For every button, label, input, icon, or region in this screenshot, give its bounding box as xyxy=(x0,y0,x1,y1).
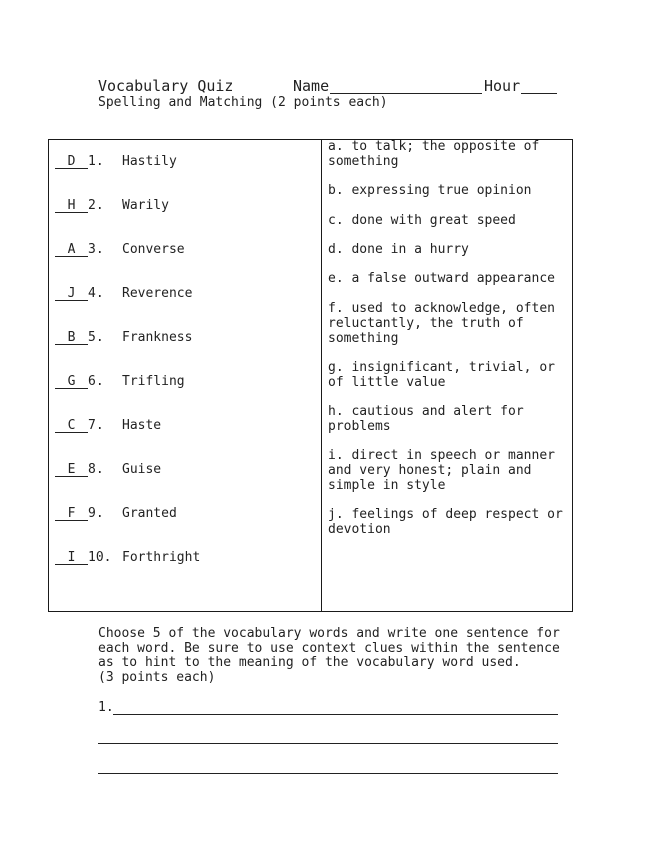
name-blank[interactable] xyxy=(330,93,482,94)
answer-blank[interactable]: H xyxy=(55,199,88,213)
term-word: Trifling xyxy=(122,374,185,389)
definition-a: a. to talk; the opposite of something xyxy=(328,139,540,169)
term-word: Guise xyxy=(122,462,162,477)
sentence-instructions xyxy=(98,627,568,686)
answer-blank[interactable]: I xyxy=(55,551,88,565)
answer-line-1[interactable] xyxy=(113,714,558,715)
answer-blank[interactable]: E xyxy=(55,463,88,477)
term-number: 8. xyxy=(88,462,104,477)
term-number: 2. xyxy=(88,198,104,213)
answer-blank[interactable]: D xyxy=(55,155,88,169)
term-word: Granted xyxy=(122,506,177,521)
term-row xyxy=(55,374,185,389)
instructions-text: Choose 5 of the vocabulary words and write one sentence for each word. Be sure to use context clues within the sentence as to hint to the meaning of the vocabulary word used. xyxy=(98,626,560,671)
answer-line-3[interactable] xyxy=(98,773,558,774)
term-number: 4. xyxy=(88,286,104,301)
term-word: Forthright xyxy=(122,550,201,565)
matching-table xyxy=(48,139,573,612)
answer-blank[interactable]: G xyxy=(55,375,88,389)
term-row xyxy=(55,462,161,477)
term-word: Converse xyxy=(122,242,185,257)
answer-line-1-label: 1. xyxy=(98,700,114,715)
definition-i: i. direct in speech or manner and very honest; plain and simple in style xyxy=(328,448,555,493)
term-word: Frankness xyxy=(122,330,193,345)
term-row xyxy=(55,198,169,213)
term-number: 6. xyxy=(88,374,104,389)
term-row xyxy=(55,418,161,433)
answer-blank[interactable]: A xyxy=(55,243,88,257)
answer-line-2[interactable] xyxy=(98,743,558,744)
definition-j: j. feelings of deep respect or devotion xyxy=(328,507,563,537)
definition-h: h. cautious and alert for problems xyxy=(328,404,524,434)
definition-b: b. expressing true opinion xyxy=(328,183,532,198)
definition-d: d. done in a hurry xyxy=(328,242,469,257)
term-row xyxy=(55,506,177,521)
term-number: 1. xyxy=(88,154,104,169)
term-word: Hastily xyxy=(122,154,177,169)
definition-g: g. insignificant, trivial, or of little value xyxy=(328,360,555,390)
definition-f: f. used to acknowledge, often reluctantly, the truth of something xyxy=(328,301,555,346)
hour-label: Hour xyxy=(484,77,521,95)
term-row xyxy=(55,154,177,169)
term-word: Warily xyxy=(122,198,169,213)
term-number: 5. xyxy=(88,330,104,345)
answer-blank[interactable]: F xyxy=(55,507,88,521)
quiz-subtitle: Spelling and Matching (2 points each) xyxy=(98,95,388,110)
term-number: 7. xyxy=(88,418,104,433)
term-row xyxy=(55,550,200,565)
term-row xyxy=(55,242,185,257)
points-note: (3 points each) xyxy=(98,670,216,686)
definition-e: e. a false outward appearance xyxy=(328,271,555,286)
term-number: 9. xyxy=(88,506,104,521)
term-row xyxy=(55,286,192,301)
name-label: Name xyxy=(293,77,330,95)
term-number: 10. xyxy=(88,550,112,565)
definition-c: c. done with great speed xyxy=(328,213,516,228)
quiz-title: Vocabulary Quiz xyxy=(98,77,234,95)
answer-blank[interactable]: J xyxy=(55,287,88,301)
term-word: Haste xyxy=(122,418,162,433)
answer-blank[interactable]: B xyxy=(55,331,88,345)
answer-blank[interactable]: C xyxy=(55,419,88,433)
term-row xyxy=(55,330,192,345)
column-divider xyxy=(321,140,322,611)
hour-blank[interactable] xyxy=(521,93,557,94)
term-number: 3. xyxy=(88,242,104,257)
term-word: Reverence xyxy=(122,286,193,301)
